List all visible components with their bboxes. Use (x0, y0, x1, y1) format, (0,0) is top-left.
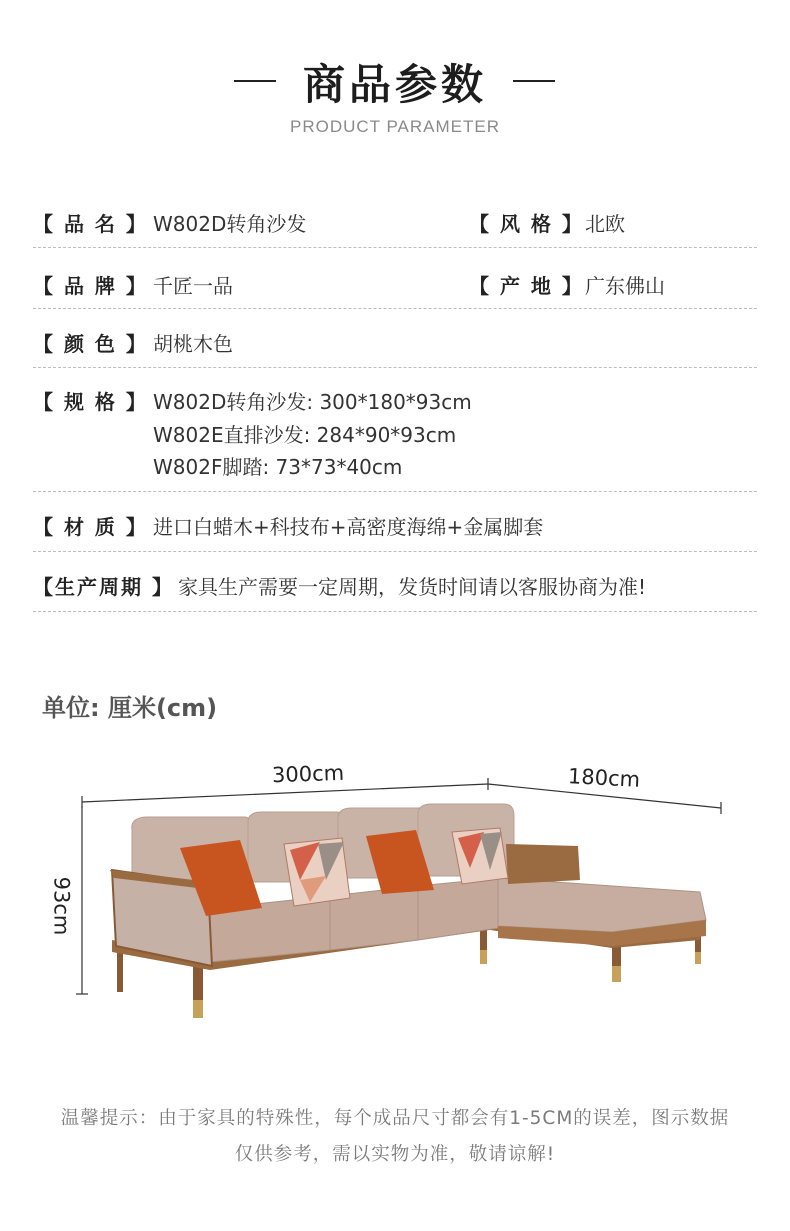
param-row-material (33, 500, 757, 552)
origin-value: 广东佛山 (585, 274, 665, 298)
sofa-illustration (0, 760, 790, 1090)
height-dimension-label: 93cm (49, 876, 74, 936)
name-label: 【 品 名 】 (33, 212, 148, 236)
color-label: 【 颜 色 】 (33, 332, 148, 356)
style-label: 【 风 格 】 (469, 212, 584, 236)
brand-value: 千匠一品 (153, 274, 233, 298)
material-value: 进口白蜡木+科技布+高密度海绵+金属脚套 (153, 515, 544, 539)
period-label: 【生产周期 】 (33, 575, 174, 599)
param-row-spec (33, 376, 757, 492)
origin-label: 【 产 地 】 (469, 274, 584, 298)
spec-value-3: W802F脚踏: 73*73*40cm (153, 455, 403, 479)
notice-line-2: 仅供参考，需以实物为准，敬请谅解! (234, 1144, 556, 1165)
param-row-period (33, 560, 757, 612)
style-value: 北欧 (585, 212, 625, 236)
spec-value-1: W802D转角沙发: 300*180*93cm (153, 390, 472, 414)
param-row-name-style (33, 196, 757, 248)
spec-label: 【 规 格 】 (33, 390, 148, 414)
depth-dimension-label: 180cm (567, 764, 641, 792)
chaise-seat (498, 878, 706, 932)
page-subtitle: PRODUCT PARAMETER (289, 117, 500, 136)
spec-value-2: W802E直排沙发: 284*90*93cm (153, 423, 457, 447)
notice-line-1: 温馨提示：由于家具的特殊性，每个成品尺寸都会有1-5CM的误差，图示数据 (60, 1108, 730, 1129)
name-value: W802D转角沙发 (153, 212, 307, 236)
color-value: 胡桃木色 (153, 332, 233, 356)
material-label: 【 材 质 】 (33, 515, 148, 539)
brand-label: 【 品 牌 】 (33, 274, 148, 298)
period-value: 家具生产需要一定周期，发货时间请以客服协商为准! (178, 575, 647, 599)
page-title: 商品参数 (302, 60, 487, 109)
page-title-wrap (0, 52, 790, 112)
unit-label: 单位: 厘米(cm) (42, 694, 218, 722)
param-row-color (33, 318, 757, 368)
param-row-brand-origin (33, 258, 757, 309)
width-dimension-label: 300cm (271, 760, 345, 788)
title-right-rule (513, 80, 555, 82)
